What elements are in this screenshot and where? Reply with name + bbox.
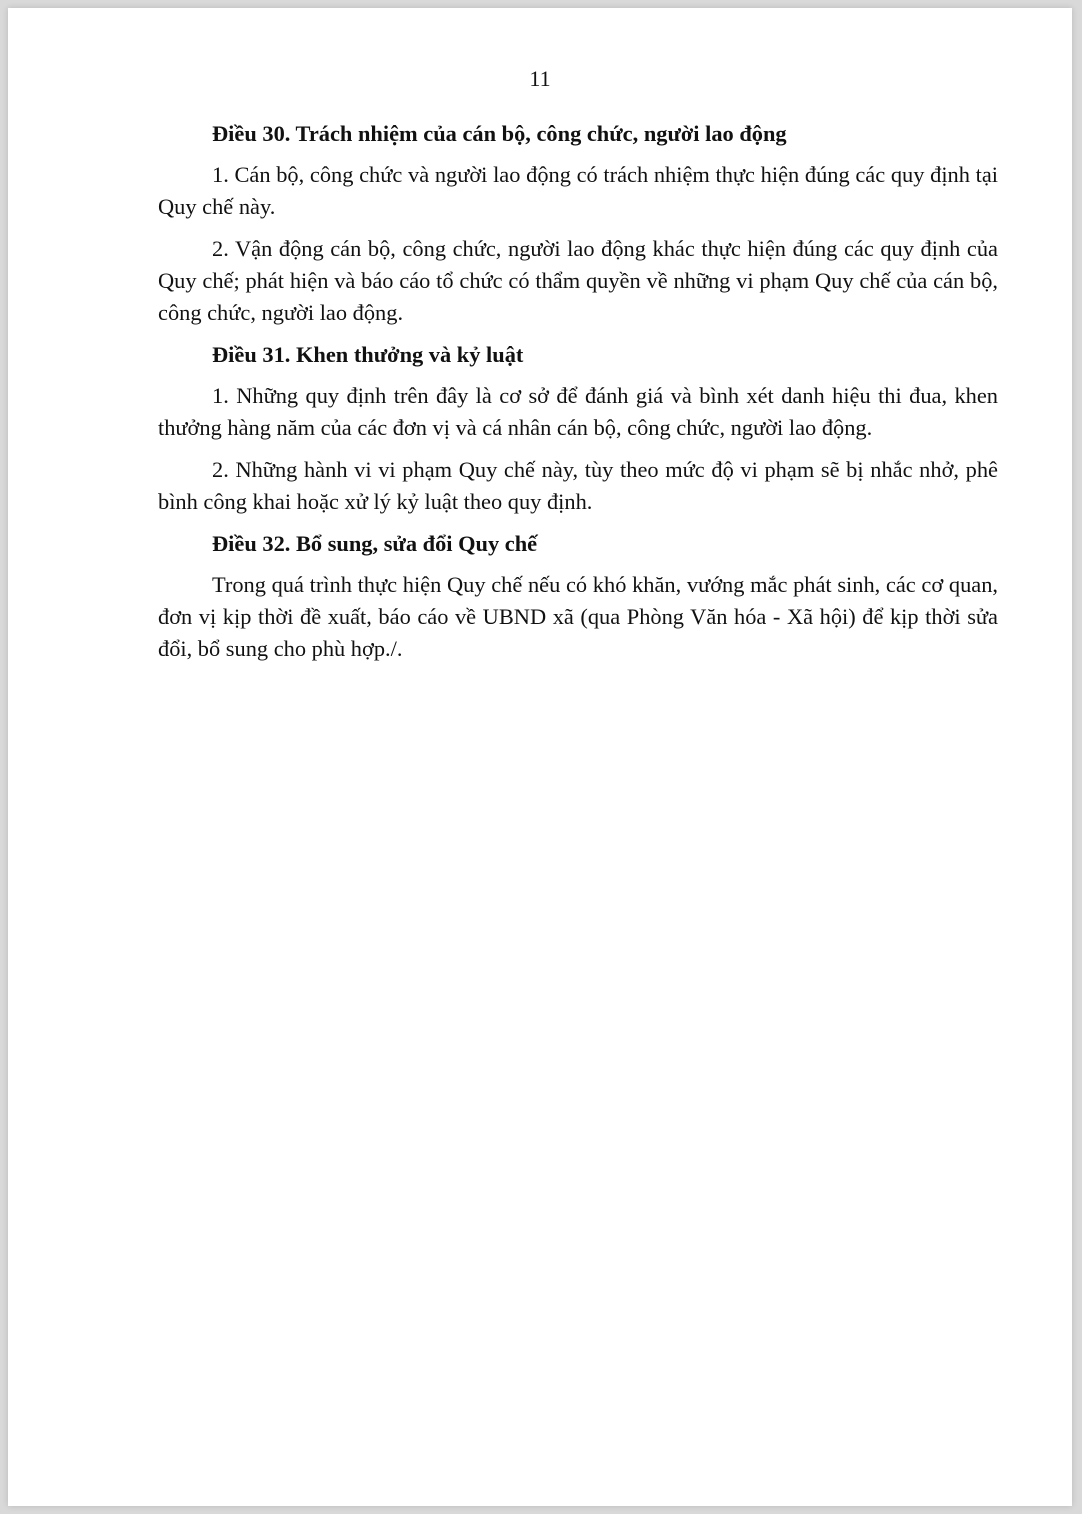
article-paragraph: 1. Cán bộ, công chức và người lao động có trách nhiệm thực hiện đúng các quy định tại Quy chế này. bbox=[158, 162, 998, 219]
document-page bbox=[8, 8, 1072, 1506]
article-30 bbox=[158, 118, 998, 329]
document-body bbox=[158, 118, 998, 675]
article-paragraph: 2. Vận động cán bộ, công chức, người lao động khác thực hiện đúng các quy định của Quy chế; phát hiện và báo cáo tổ chức có thẩm quyền về những vi phạm Quy chế của cán bộ, công chức, người lao động. bbox=[158, 236, 998, 325]
article-32 bbox=[158, 528, 998, 665]
article-31 bbox=[158, 339, 998, 518]
article-paragraph: Trong quá trình thực hiện Quy chế nếu có khó khăn, vướng mắc phát sinh, các cơ quan, đơn vị kịp thời đề xuất, báo cáo về UBND xã (qua Phòng Văn hóa - Xã hội) để kịp thời sửa đổi, bổ sung cho phù hợp./. bbox=[158, 572, 998, 661]
article-heading: Điều 30. Trách nhiệm của cán bộ, công chức, người lao động bbox=[212, 121, 787, 146]
article-paragraph: 2. Những hành vi vi phạm Quy chế này, tùy theo mức độ vi phạm sẽ bị nhắc nhở, phê bình công khai hoặc xử lý kỷ luật theo quy định. bbox=[158, 457, 998, 514]
page-number: 11 bbox=[529, 66, 551, 91]
article-heading: Điều 31. Khen thưởng và kỷ luật bbox=[212, 342, 524, 367]
article-heading: Điều 32. Bổ sung, sửa đổi Quy chế bbox=[212, 531, 538, 556]
article-paragraph: 1. Những quy định trên đây là cơ sở để đánh giá và bình xét danh hiệu thi đua, khen thưởng hàng năm của các đơn vị và cá nhân cán bộ, công chức, người lao động. bbox=[158, 383, 998, 440]
